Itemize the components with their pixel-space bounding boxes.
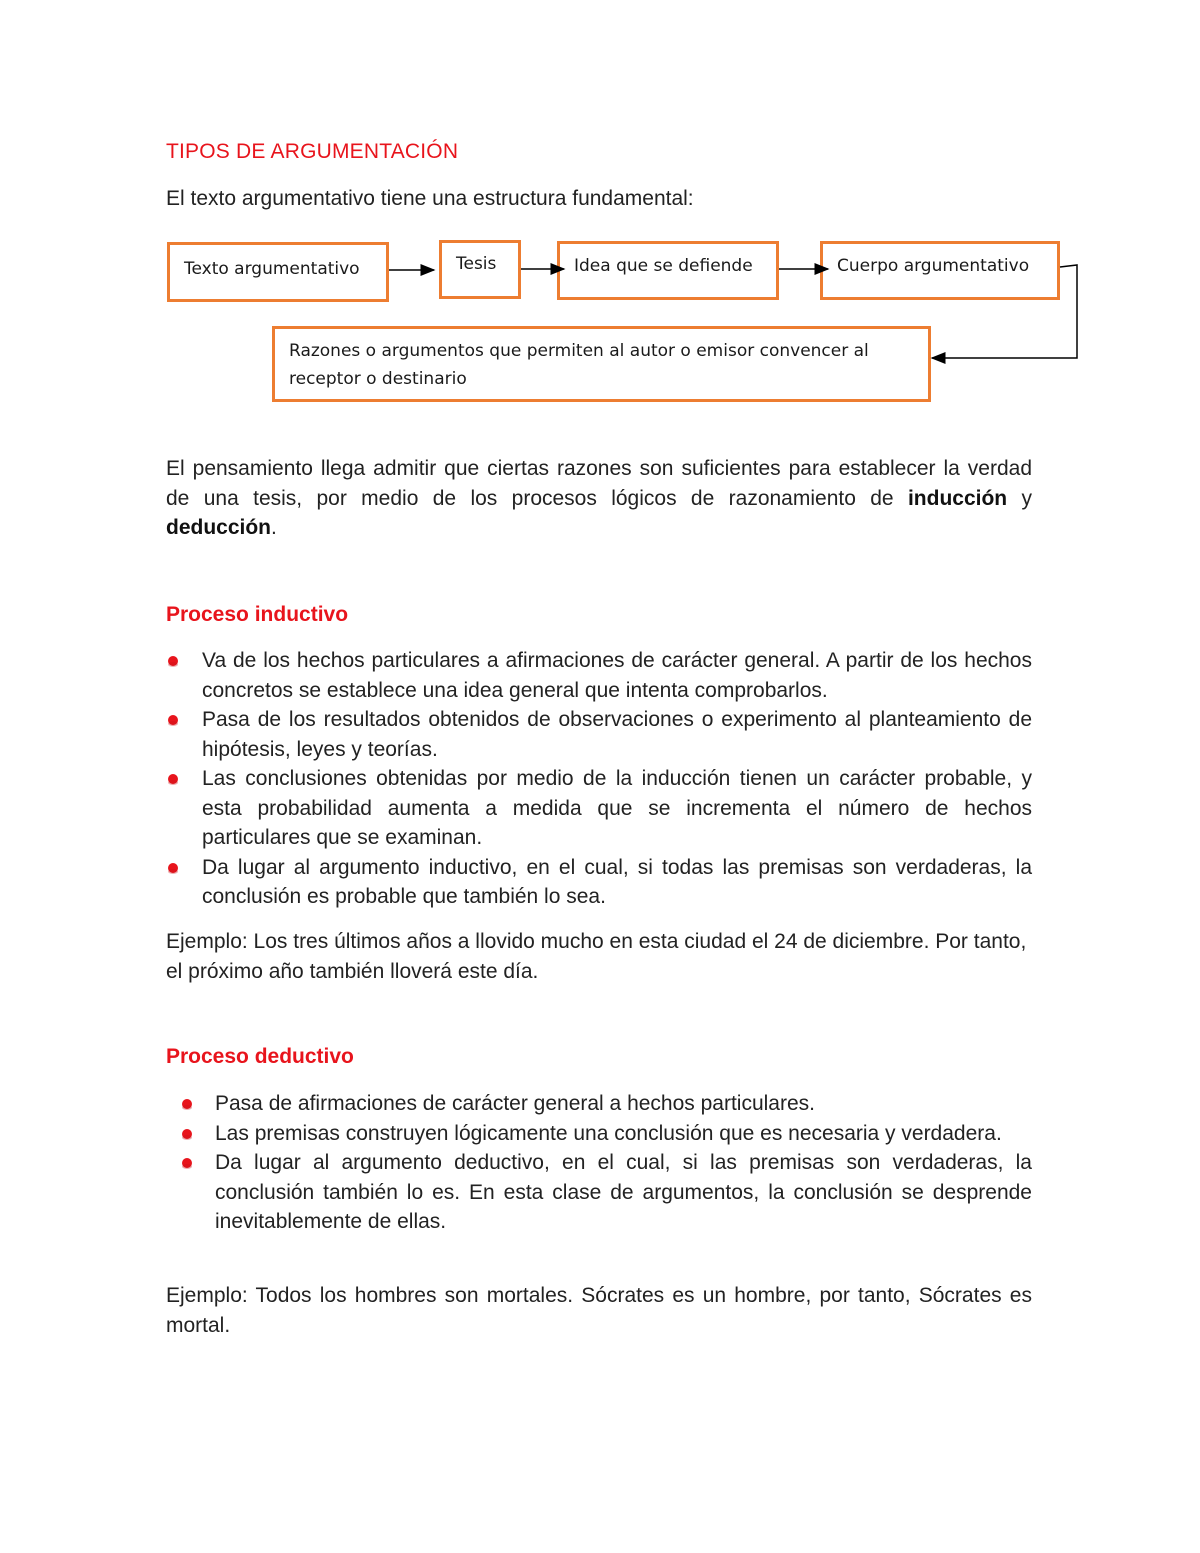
list-item: [202, 646, 1032, 705]
list-item-text: Da lugar al argumento deductivo, en el cual, si las premisas son verdaderas, la conclusión también lo es. En esta clase de argumentos, la conclusión se desprende inevitablemente de ellas.: [215, 1151, 1032, 1233]
bold-deduccion: deducción: [166, 516, 272, 539]
list-item: [202, 764, 1032, 853]
paragraph-middle: y: [1007, 486, 1032, 510]
paragraph-text: El pensamiento llega admitir que ciertas razones son suficientes para establecer la verdad de una tesis, por medio de los procesos lógicos de razonamiento de: [166, 457, 1032, 510]
list-item-text: Las conclusiones obtenidas por medio de la inducción tienen un carácter probable, y esta probabilidad aumenta a medida que se incrementa el número de hechos particulares que se examinan.: [202, 767, 1032, 849]
list-item-text: Pasa de afirmaciones de carácter general a hechos particulares.: [215, 1092, 815, 1115]
box-label: Tesis: [456, 254, 497, 274]
list-item: [202, 853, 1032, 912]
heading-inductive: Proceso inductivo: [166, 603, 349, 626]
inductive-example: Ejemplo: Los tres últimos años a llovido mucho en esta ciudad el 24 de diciembre. Por tanto, el próximo año también lloverá este día.: [166, 930, 1027, 983]
list-item: [202, 705, 1032, 764]
inductive-list: [202, 646, 1032, 912]
list-item-text: Va de los hechos particulares a afirmaciones de carácter general. A partir de los hechos concretos se establece una idea general que intenta comprobarlos.: [202, 649, 1032, 702]
list-item-text: Las premisas construyen lógicamente una conclusión que es necesaria y verdadera.: [215, 1121, 1002, 1145]
list-item: [215, 1148, 1032, 1237]
bullet-icon: [182, 1129, 192, 1139]
heading-deductive: Proceso deductivo: [166, 1045, 354, 1068]
list-item: [215, 1119, 1032, 1149]
bullet-icon: [168, 863, 178, 873]
bullet-icon: [168, 774, 178, 784]
bold-induccion: inducción: [907, 486, 1008, 510]
page-title: TIPOS DE ARGUMENTACIÓN: [166, 140, 459, 163]
bullet-icon: [168, 656, 178, 666]
deductive-list: [215, 1089, 1032, 1237]
box-label: Idea que se defiende: [574, 256, 753, 276]
list-item: [215, 1089, 1032, 1119]
list-item-text: Da lugar al argumento inductivo, en el cual, si todas las premisas son verdaderas, la conclusión es probable que también lo sea.: [202, 855, 1032, 908]
box-label: Texto argumentativo: [184, 259, 360, 279]
diagram-arrows: [0, 0, 1200, 420]
box-label-line1: Razones o argumentos que permiten al autor o emisor convencer al: [289, 341, 869, 361]
intro-paragraph: [166, 454, 1032, 543]
bullet-icon: [182, 1158, 192, 1168]
paragraph-end: .: [271, 516, 277, 539]
intro-text: El texto argumentativo tiene una estructura fundamental:: [166, 187, 694, 210]
list-item-text: Pasa de los resultados obtenidos de observaciones o experimento al planteamiento de hipótesis, leyes y teorías.: [202, 708, 1032, 761]
arrow-return: [932, 265, 1077, 358]
bullet-icon: [168, 715, 178, 725]
deductive-example: Ejemplo: Todos los hombres son mortales. Sócrates es un hombre, por tanto, Sócrates es mortal.: [166, 1284, 1032, 1337]
box-label: Cuerpo argumentativo: [837, 256, 1030, 276]
bullet-icon: [182, 1099, 192, 1109]
box-label-line2: receptor o destinario: [289, 369, 467, 389]
